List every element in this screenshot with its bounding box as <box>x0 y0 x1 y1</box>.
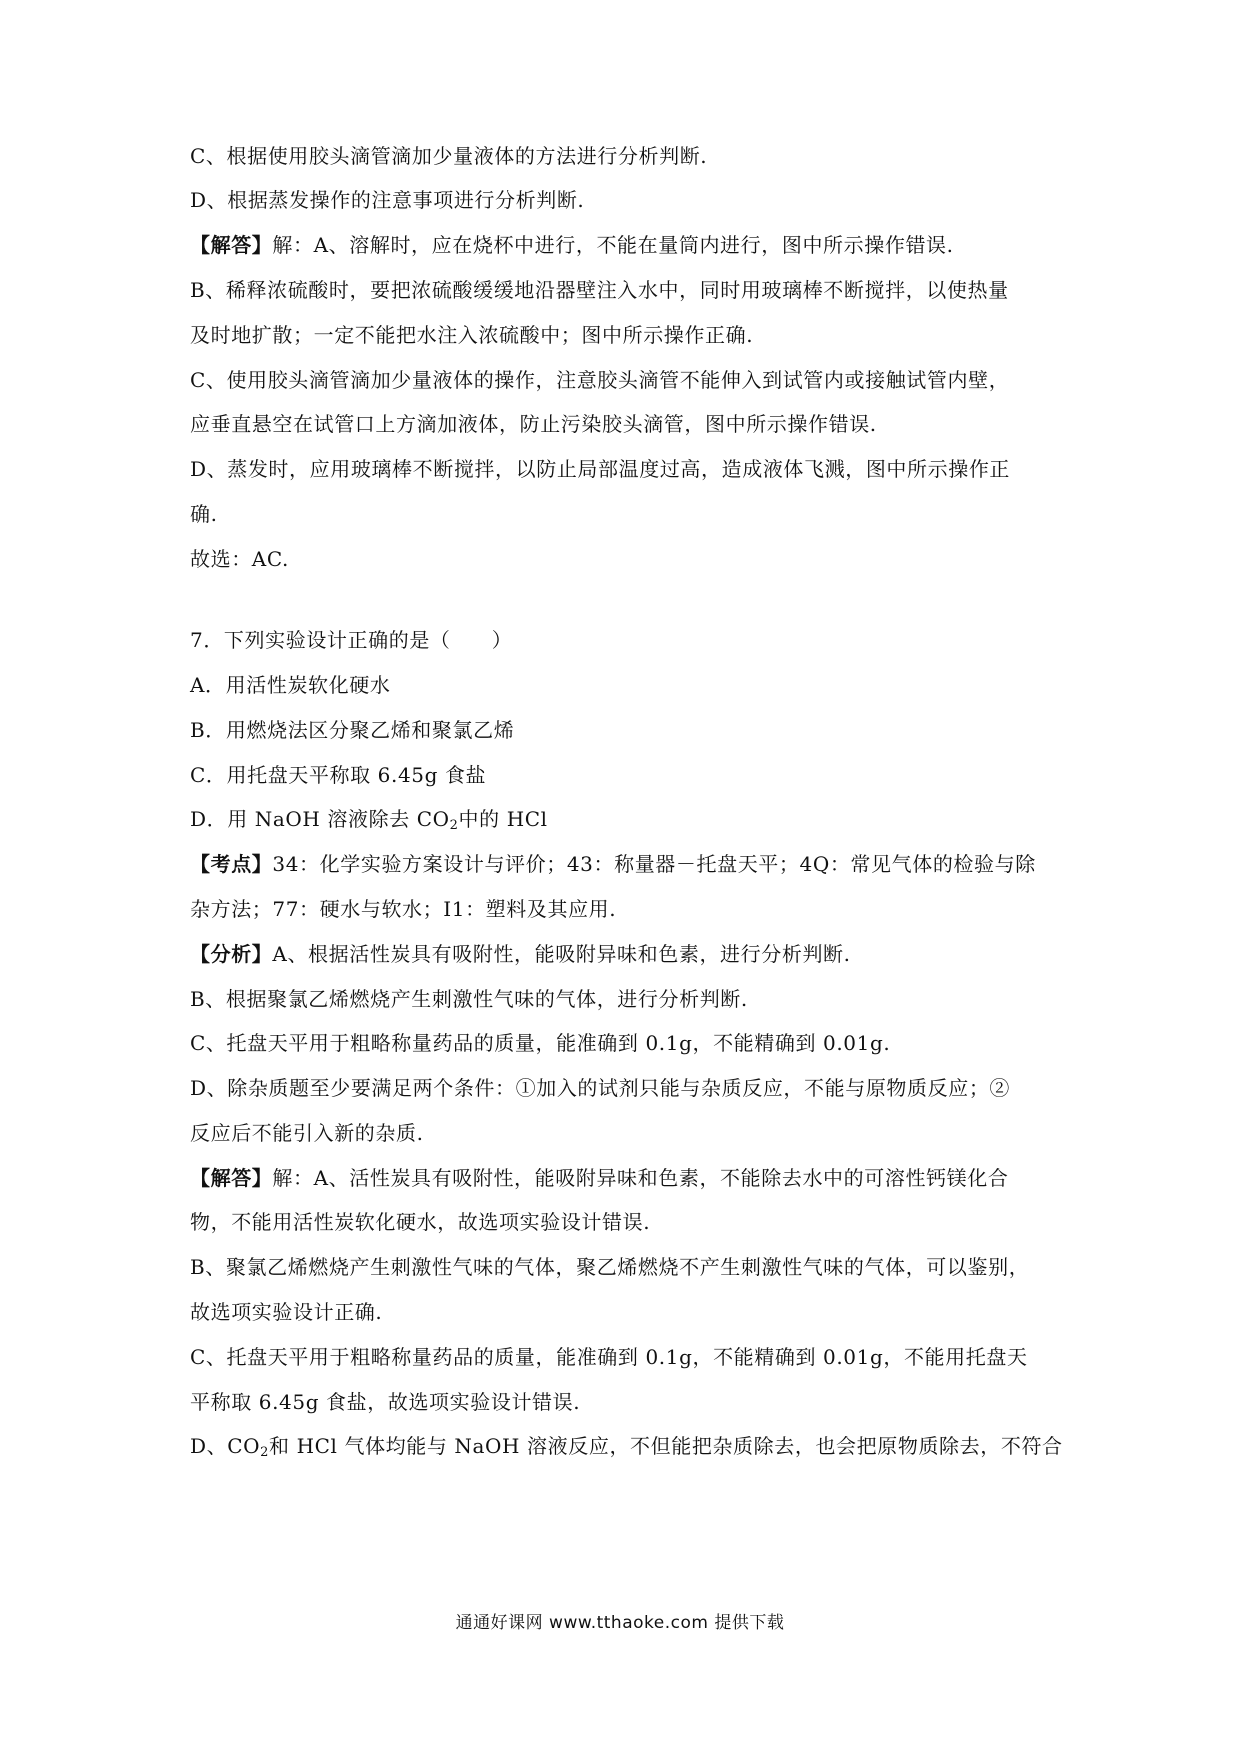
question-7-option-d <box>190 805 548 840</box>
answer-a-line <box>190 231 954 259</box>
final-choice-line: 故选：AC. <box>190 547 289 571</box>
kaodian-line-1 <box>190 850 1036 878</box>
answer-b-line-2: 及时地扩散；一定不能把水注入浓硫酸中；图中所示操作正确. <box>190 323 754 347</box>
answer-tag: 【解答】 <box>190 233 273 257</box>
kaodian-text-1: 34：化学实验方案设计与评价；43：称量器－托盘天平；4Q：常见气体的检验与除 <box>272 852 1036 876</box>
jieda-c-line-1: C、托盘天平用于粗略称量药品的质量，能准确到 0.1g，不能精确到 0.01g，不能用托盘天 <box>190 1345 1028 1369</box>
fenxi-d-line-2: 反应后不能引入新的杂质. <box>190 1121 424 1145</box>
jieda-d-pre: D、CO <box>190 1434 261 1458</box>
jieda-tag: 【解答】 <box>190 1166 273 1190</box>
answer-d-line-2: 确. <box>190 502 218 526</box>
kaodian-tag: 【考点】 <box>190 852 273 876</box>
answer-d-line-1: D、蒸发时，应用玻璃棒不断搅拌，以防止局部温度过高，造成液体飞溅，图中所示操作正 <box>190 457 1011 481</box>
jieda-b-line-2: 故选项实验设计正确. <box>190 1300 383 1324</box>
fenxi-tag: 【分析】 <box>190 942 273 966</box>
answer-b-line-1: B、稀释浓硫酸时，要把浓硫酸缓缓地沿器壁注入水中，同时用玻璃棒不断搅拌，以使热量 <box>190 278 1009 302</box>
option-d-post: 中的 HCl <box>458 807 548 831</box>
jieda-d-line-1 <box>190 1432 1063 1467</box>
answer-a-text: 解：A、溶解时，应在烧杯中进行，不能在量筒内进行，图中所示操作错误. <box>272 233 954 257</box>
jieda-a-line-1 <box>190 1164 1008 1192</box>
analysis-c-line: C、根据使用胶头滴管滴加少量液体的方法进行分析判断. <box>190 144 708 168</box>
jieda-c-line-2: 平称取 6.45g 食盐，故选项实验设计错误. <box>190 1390 581 1414</box>
jieda-a-line-2: 物，不能用活性炭软化硬水，故选项实验设计错误. <box>190 1210 651 1234</box>
fenxi-b-line: B、根据聚氯乙烯燃烧产生刺激性气味的气体，进行分析判断. <box>190 987 748 1011</box>
jieda-a-text-1: 解：A、活性炭具有吸附性，能吸附异味和色素，不能除去水中的可溶性钙镁化合 <box>272 1166 1009 1190</box>
question-7-option-c: C．用托盘天平称取 6.45g 食盐 <box>190 763 487 787</box>
fenxi-d-line-1: D、除杂质题至少要满足两个条件：①加入的试剂只能与杂质反应，不能与原物质反应；② <box>190 1076 1011 1100</box>
kaodian-line-2: 杂方法；77：硬水与软水；I1：塑料及其应用. <box>190 897 617 921</box>
question-7-stem: 7．下列实验设计正确的是（ ） <box>190 628 513 652</box>
option-d-pre: D．用 NaOH 溶液除去 CO <box>190 807 450 831</box>
fenxi-a-text: A、根据活性炭具有吸附性，能吸附异味和色素，进行分析判断. <box>272 942 851 966</box>
option-d-subscript: 2 <box>449 818 459 833</box>
jieda-d-subscript: 2 <box>260 1445 270 1460</box>
answer-c-line-2: 应垂直悬空在试管口上方滴加液体，防止污染胶头滴管，图中所示操作错误. <box>190 412 877 436</box>
fenxi-a-line <box>190 940 851 968</box>
question-7-option-b: B．用燃烧法区分聚乙烯和聚氯乙烯 <box>190 718 515 742</box>
question-7-option-a: A．用活性炭软化硬水 <box>190 673 391 697</box>
analysis-d-line: D、根据蒸发操作的注意事项进行分析判断. <box>190 188 585 212</box>
jieda-b-line-1: B、聚氯乙烯燃烧产生刺激性气味的气体，聚乙烯燃烧不产生刺激性气味的气体，可以鉴别， <box>190 1255 1030 1279</box>
page-footer: 通通好课网 www.tthaoke.com 提供下载 <box>455 1613 785 1633</box>
fenxi-c-line: C、托盘天平用于粗略称量药品的质量，能准确到 0.1g，不能精确到 0.01g. <box>190 1031 891 1055</box>
answer-c-line-1: C、使用胶头滴管滴加少量液体的操作，注意胶头滴管不能伸入到试管内或接触试管内壁， <box>190 368 1010 392</box>
jieda-d-post: 和 HCl 气体均能与 NaOH 溶液反应，不但能把杂质除去，也会把原物质除去，不符合 <box>269 1434 1063 1458</box>
